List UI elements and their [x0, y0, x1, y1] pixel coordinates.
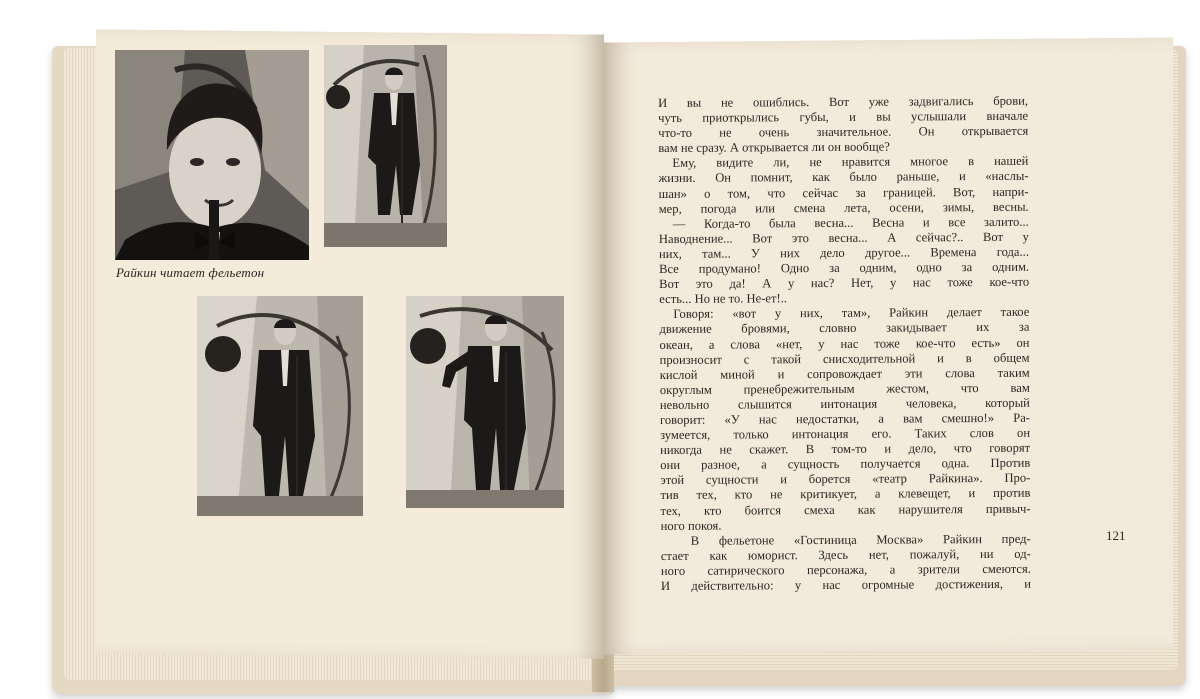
- body-text: [658, 94, 1031, 594]
- text-line: И действительно: у нас огромные достижения, и: [660, 576, 1032, 593]
- text-line: они разное, а сущность получается одна. Против: [660, 455, 1031, 473]
- text-line: — Когда-то была весна... Весна и все залито...: [672, 214, 1029, 231]
- text-line: произносит с такой снисходительной и в общем: [659, 350, 1030, 367]
- photo-portrait: [115, 50, 309, 260]
- text-line: Вот это да! А у нас? Нет, у нас тоже кое-что: [659, 274, 1030, 292]
- text-line: этой сущности и борется «театр Райкина». Про-: [660, 471, 1031, 488]
- text-line: чуть приоткрылись губы, и вы услышали вначале: [658, 108, 1029, 126]
- text-line: кислой миной и сопровождает эти слова таким: [659, 365, 1030, 382]
- text-line: В фельетоне «Гостиница Москва» Райкин пред-: [690, 531, 1031, 548]
- text-line: невольно слышится интонация человека, который: [659, 395, 1030, 412]
- text-line: ного покоя.: [660, 518, 722, 533]
- photo-standing-at-microphone: [324, 45, 447, 247]
- text-line: них, там... У них дело другое... Времена года...: [658, 244, 1030, 261]
- photo-caption: Райкин читает фельетон: [116, 265, 265, 280]
- text-line: тех, кто боится смеха как нарушителя привыч-: [660, 501, 1031, 518]
- text-line: мер, погода или смена лета, осени, зимы, весны.: [658, 199, 1029, 216]
- text-line: жизни. Он помнит, как было раньше, и «наслы-: [658, 169, 1029, 186]
- text-line: И вы не ошиблись. Вот уже задвигались брови,: [658, 93, 1029, 110]
- photo-standing-hands-down: [197, 296, 363, 516]
- text-line: стает как юморист. Здесь нет, пожалуй, ни од-: [660, 546, 1031, 563]
- text-line: Все продумано! Одно за одним, одно за одним.: [659, 259, 1030, 277]
- text-line: тив тех, кто не критикует, а клевещет, и против: [660, 486, 1031, 503]
- page-number: 121: [1106, 528, 1126, 543]
- text-line: говорит: «У нас недостатки, а вам смешно!» Ра-: [659, 410, 1031, 427]
- text-line: Наводнение... Вот это весна... А сейчас?.. Вот у: [658, 229, 1029, 246]
- text-line: движение бровями, словно закидывает их за: [659, 320, 1030, 337]
- text-line: ного сатирического персонажа, а зрители смеются.: [660, 561, 1031, 578]
- text-line: есть... Но не то. Не-ет!..: [659, 291, 788, 307]
- text-line: Ему, видите ли, не нравится многое в нашей: [672, 154, 1029, 171]
- text-line: Говоря: «вот у них, там», Райкин делает такое: [673, 305, 1030, 322]
- photo-standing-gesturing: [406, 296, 564, 508]
- text-line: что-то не очень значительное. Он открывается: [658, 123, 1029, 141]
- text-line: океан, а слова «нет, у нас тоже кое-что есть» он: [659, 335, 1030, 352]
- text-line: округлым пренебрежительным жестом, что вам: [659, 380, 1030, 397]
- text-line: никогда не скажет. В том-то и дело, что говорят: [660, 440, 1031, 458]
- text-line: шан» о том, что сейчас за границей. Вот, напри-: [658, 184, 1029, 201]
- text-line: вам не сразу. А открывается ли он вообще?: [658, 139, 890, 156]
- text-line: зумеется, только интонация его. Таких слов он: [660, 425, 1031, 443]
